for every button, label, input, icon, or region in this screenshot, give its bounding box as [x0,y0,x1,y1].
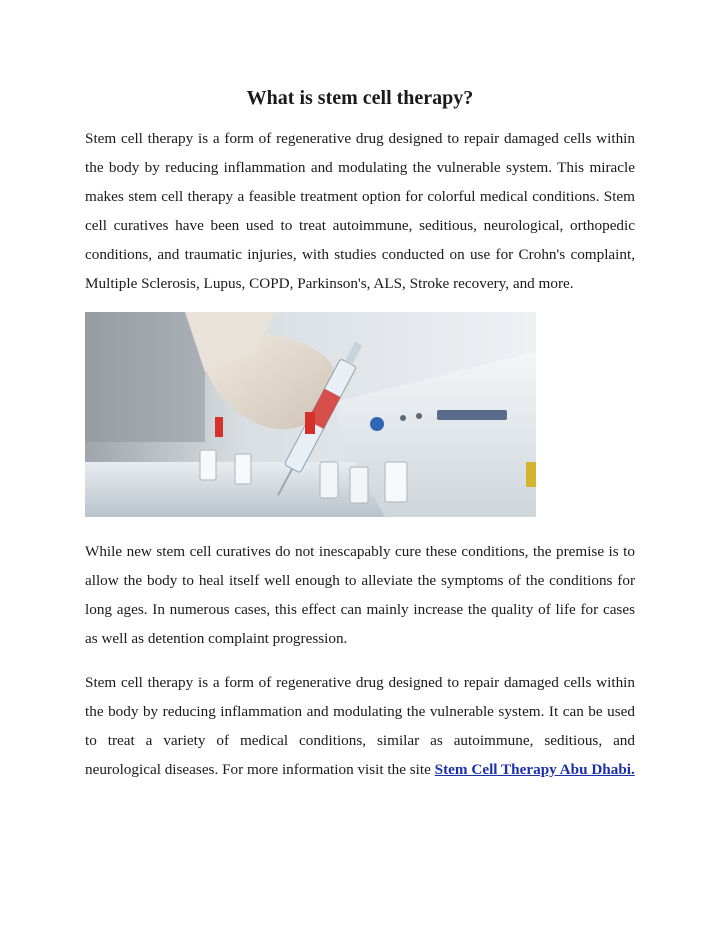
intro-paragraph: Stem cell therapy is a form of regenerative drug designed to repair damaged cells within the body by reducing inflammation and modulating the vulnerable system. This miracle makes stem cell therapy a feasible treatment option for colorful medical conditions. Stem cell curatives have been used to treat autoimmune, seditious, neurological, orthopedic conditions, and traumatic injuries, with studies conducted on use for Crohn's complaint, Multiple Sclerosis, Lupus, COPD, Parkinson's, ALS, Stroke recovery, and more. [85,130,635,292]
benefits-paragraph: While new stem cell curatives do not inescapably cure these conditions, the premise is to allow the body to heal itself well enough to alleviate the symptoms of the conditions for long ages. In numerous cases, this effect can mainly increase the quality of life for cases as well as detention complaint progression. [85,543,635,647]
lab-syringe-photo [85,312,536,517]
closing-paragraph-text: Stem cell therapy is a form of regenerative drug designed to repair damaged cells within the body by reducing inflammation and modulating the vulnerable system. It can be used to treat a variety of medical conditions, similar as autoimmune, seditious, and neurological diseases. For more information visit the site [85,674,635,778]
stem-cell-therapy-link[interactable]: Stem Cell Therapy Abu Dhabi. [434,761,635,778]
closing-paragraph [85,668,635,784]
document-page [85,0,635,784]
page-title: What is stem cell therapy? [246,87,474,109]
